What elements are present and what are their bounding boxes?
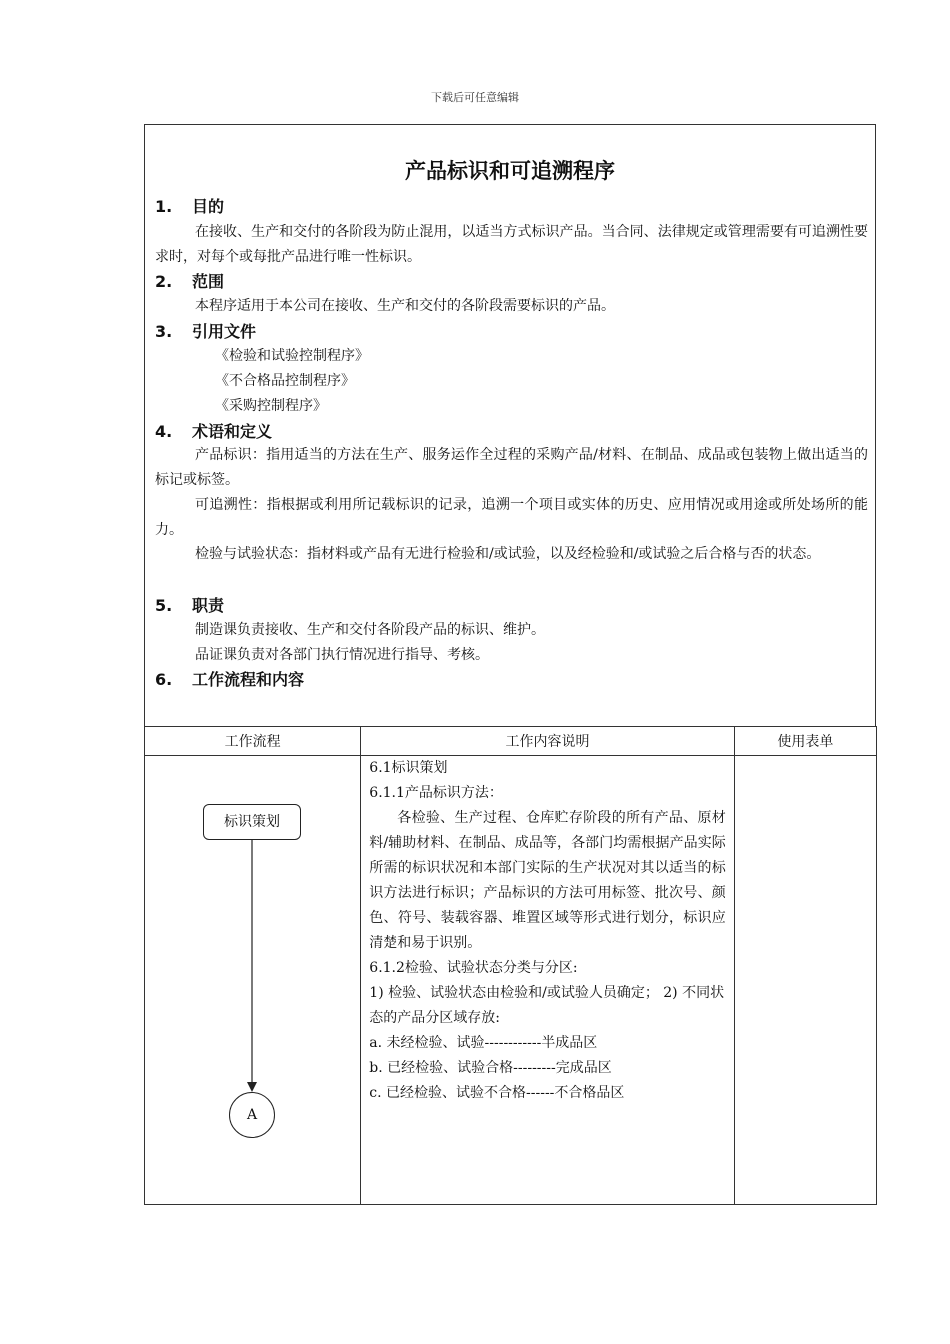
reference-item: 《采购控制程序》 <box>215 398 327 414</box>
flow-node-planning: 标识策划 <box>203 804 301 840</box>
section-heading-references: 3. 引用文件 <box>155 322 257 341</box>
duty-item: 制造课负责接收、生产和交付各阶段产品的标识、维护。 <box>195 622 545 638</box>
scope-text: 本程序适用于本公司在接收、生产和交付的各阶段需要标识的产品。 <box>195 298 615 314</box>
section-heading-workflow: 6. 工作流程和内容 <box>155 670 305 689</box>
section-heading-scope: 2. 范围 <box>155 272 225 291</box>
reference-item: 《检验和试验控制程序》 <box>215 348 369 364</box>
header-note: 下载后可任意编辑 <box>431 91 519 104</box>
duty-item: 品证课负责对各部门执行情况进行指导、考核。 <box>195 647 489 663</box>
content-line: 6.1标识策划 <box>369 760 448 776</box>
table-row <box>145 756 877 1205</box>
content-line: 6.1.1产品标识方法： <box>369 785 503 801</box>
content-paragraph: 各检验、生产过程、仓库贮存阶段的所有产品、原材料/辅助材料、在制品、成品等，各部门均需根据产品实际所需的标识状况和本部门实际的生产状况对其以适当的标识方法进行标识；产品标识的方法可用标签、批次号、颜色、符号、装载容器、堆置区域等形式进行划分，标识应清楚和易于识别。 <box>369 810 726 951</box>
term-definition: 可追溯性：指根据或利用所记载标识的记录，追溯一个项目或实体的历史、应用情况或用途或所处场所的能力。 <box>155 497 868 538</box>
column-header-content: 工作内容说明 <box>361 727 735 756</box>
section-heading-purpose: 1. 目的 <box>155 197 225 216</box>
section-heading-duties: 5. 职责 <box>155 596 225 615</box>
content-line: b. 已经检验、试验合格---------完成品区 <box>369 1060 612 1076</box>
term-definition: 检验与试验状态：指材料或产品有无进行检验和/或试验，以及经检验和/或试验之后合格与否的状态。 <box>195 546 821 562</box>
term-definition: 产品标识：指用适当的方法在生产、服务运作全过程的采购产品/材料、在制品、成品或包装物上做出适当的标记或标签。 <box>155 447 868 488</box>
flowchart-cell <box>145 756 361 1205</box>
content-line: c. 已经检验、试验不合格------不合格品区 <box>369 1085 625 1101</box>
workflow-table <box>144 726 877 1205</box>
section-heading-terms: 4. 术语和定义 <box>155 422 273 441</box>
reference-item: 《不合格品控制程序》 <box>215 373 355 389</box>
content-cell <box>361 756 735 1205</box>
content-line: a. 未经检验、试验------------半成品区 <box>369 1035 598 1051</box>
content-line: 6.1.2检验、试验状态分类与分区: <box>369 960 578 976</box>
purpose-text: 在接收、生产和交付的各阶段为防止混用，以适当方式标识产品。当合同、法律规定或管理需要有可追溯性要求时，对每个或每批产品进行唯一性标识。 <box>155 224 868 265</box>
page-title: 产品标识和可追溯程序 <box>405 159 615 183</box>
column-header-flow: 工作流程 <box>145 727 361 756</box>
flow-connector-a: A <box>229 1092 275 1138</box>
content-line: 1) 检验、试验状态由检验和/或试验人员确定； 2) 不同状态的产品分区域存放: <box>369 985 725 1026</box>
document-body <box>144 124 876 726</box>
column-header-forms: 使用表单 <box>734 727 876 756</box>
table-header-row <box>145 727 877 756</box>
forms-cell <box>734 756 876 1205</box>
